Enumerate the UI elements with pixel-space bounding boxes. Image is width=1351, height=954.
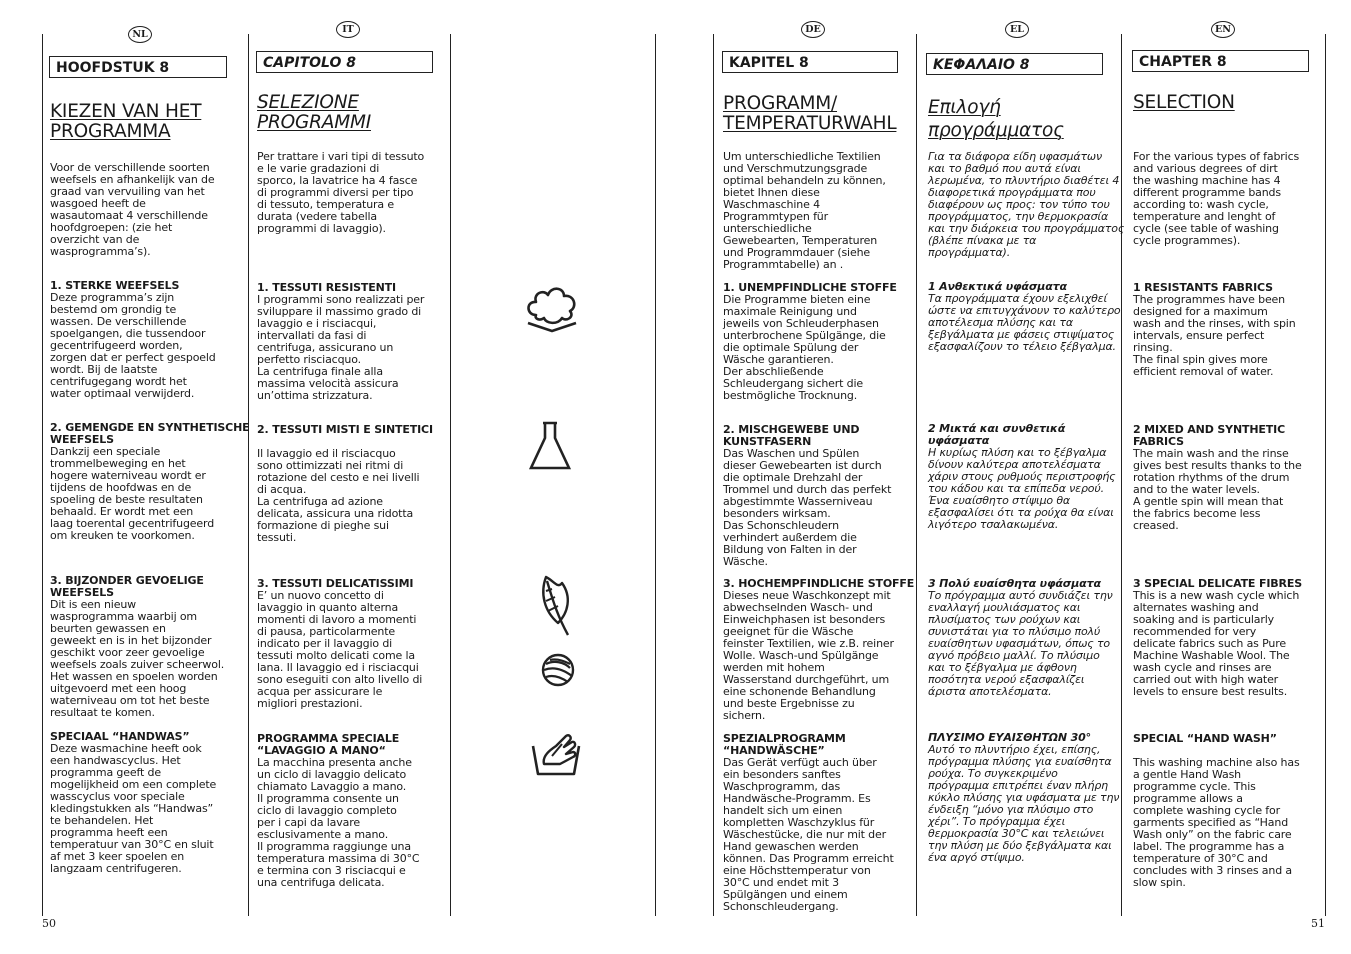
intro-it: Per trattare i vari tipi di tessuto e le varie gradazioni di sporco, la lavatrice ha 4 fasce di programmi diversi per tipo di tessuto, temperatura e durata (vedere tabella programmi di lavaggio).	[257, 150, 425, 235]
section-text: This is a new wash cycle which alternates washing and soaking and is particularly recommended for very delicate fabrics such as Pure Machine Washable Wool. The wash cycle and rinses are carried out with high water levels to ensure best results.	[1133, 589, 1300, 698]
section-2-el	[928, 423, 1116, 531]
section-2-de	[723, 424, 891, 568]
section-heading: SPEZIALPROGRAMM “HANDWÄSCHE”	[723, 732, 846, 757]
section-title-it: SELEZIONE PROGRAMMI	[257, 92, 371, 133]
section-heading: 2. GEMENGDE EN SYNTHETISCHE WEEFSELS	[50, 421, 250, 446]
chapter-label-el: ΚΕΦΑΛΑΙΟ 8	[926, 53, 1103, 75]
section-heading: 2 Μικτά και συνθετικά υφάσματα	[928, 422, 1066, 447]
section-3-el	[928, 578, 1113, 698]
chapter-label-de: KAPITEL 8	[722, 51, 898, 73]
section-heading: 3. BIJZONDER GEVOELIGE WEEFSELS	[50, 574, 204, 599]
section-1-nl	[50, 280, 216, 400]
section-heading: 3 SPECIAL DELICATE FIBRES	[1133, 577, 1302, 590]
section-text: Il lavaggio ed il risciacquo sono ottimizzati nei ritmi di rotazione del cesto e nei livelli di acqua. La centrifuga ad azione delicata, assicura una ridotta formazione di pieghe sui tessuti.	[257, 447, 420, 544]
section-text: Deze wasmachine heeft ook een handwascyclus. Het programma geeft de mogelijkheid om een complete wasscyclus voor speciale kledingstukken als “Handwas” te behandelen. Het programma heeft een temperatuur van 30°C en sluit af met 3 keer spoelen en langzaam centrifugeren.	[50, 742, 217, 875]
section-text: Dit is een nieuw wasprogramma waarbij om beurten gewassen en geweekt en is in het bijzonder geschikt voor zeer gevoelige weefsels zoals zuiver scheerwol. Het wassen en spoelen worden uitgevoerd met een hoog waterniveau om tot het beste resultaat te komen.	[50, 598, 225, 719]
section-heading: SPECIAL “HAND WASH”	[1133, 732, 1277, 745]
section-text: Das Waschen und Spülen dieser Gewebearten ist durch die optimale Drehzahl der Trommel und durch das perfekt abgestimmte Wasserniveau besonders wirksam. Das Schonschleudern verhindert außerdem die Bildung von Falten in der Wäsche.	[723, 447, 892, 568]
section-4-de	[723, 733, 894, 913]
section-4-en	[1133, 733, 1300, 889]
section-2-en	[1133, 424, 1302, 532]
section-text: Η κυρίως πλύση και το ξέβγαλμα δίνουν καλύτερα αποτελέσματα χάριν στους ρυθμούς περιστροφής του κάδου και τα επίπεδα νερού. Ένα ευαίσθητο στίψιμο θα εξασφαλίσει ότι τα ρούχα θα είναι λιγότερο τσαλακωμένα.	[928, 446, 1116, 531]
rule	[1325, 34, 1326, 916]
section-heading: 2. MISCHGEWEBE UND KUNSTFASERN	[723, 423, 860, 448]
page-number-left: 50	[42, 917, 56, 930]
cotton-icon	[524, 281, 580, 335]
section-3-de	[723, 578, 914, 722]
section-heading: ΠΛΥΣΙΜΟ ΕΥΑΙΣΘΗΤΩΝ 30°	[928, 731, 1091, 744]
chapter-label-en: CHAPTER 8	[1132, 50, 1309, 72]
section-title-el: Επιλογή προγράμματος	[928, 97, 1064, 141]
section-heading: 2 MIXED AND SYNTHETIC FABRICS	[1133, 423, 1285, 448]
section-text: The main wash and the rinse gives best results thanks to the rotation rhythms of the drum and to the water levels. A gentle spin will mean that the fabrics become less creased.	[1133, 447, 1302, 532]
hand-wash-icon	[530, 730, 582, 778]
section-text: Dieses neue Waschkonzept mit abwechselnden Wasch- und Einweichphasen ist besonders geeignet für die Wäsche feinster Textilien, wie z.B. reiner Wolle. Wasch-und Spülgänge werden mit hohem Wasserstand durchgeführt, um eine schonende Behandlung und beste Ergebnisse zu sichern.	[723, 589, 894, 722]
wool-icon	[540, 652, 576, 688]
section-1-en	[1133, 282, 1296, 378]
section-3-en	[1133, 578, 1302, 698]
section-text: E’ un nuovo concetto di lavaggio in quanto alterna momenti di lavoro a momenti di pausa, particolarmente indicato per il lavaggio di tessuti molto delicati come la lana. Il lavaggio ed i risciacqui sono eseguiti con alto livello di acqua per assicurare le migliori prestazioni.	[257, 589, 423, 710]
rule	[713, 34, 714, 916]
section-text: This washing machine also has a gentle Hand Wash programme cycle. This programme allows a complete washing cycle for garments specified as “Hand Wash only” on the fabric care label. The programme has a temperature of 30°C and concludes with 3 rinses and a slow spin.	[1133, 756, 1300, 889]
section-4-el	[928, 732, 1119, 864]
section-4-nl	[50, 731, 216, 875]
section-heading: 3. TESSUTI DELICATISSIMI	[257, 577, 414, 590]
section-1-de	[723, 282, 897, 402]
chapter-label-it: CAPITOLO 8	[256, 51, 433, 73]
section-text: I programmi sono realizzati per sviluppare il massimo grado di lavaggio e i risciacqui, intervallati da fasi di centrifuga, assicurano un perfetto risciacquo. La centrifuga finale alla massima velocità assicura un’ottima strizzatura.	[257, 293, 425, 402]
section-1-it	[257, 282, 424, 402]
rule	[916, 34, 917, 916]
section-text: La macchina presenta anche un ciclo di lavaggio delicato chiamato Lavaggio a mano. Il programma consente un ciclo di lavaggio completo per i capi da lavare esclusivamente a mano. Il programma raggiunge una temperatura massima di 30°C e termina con 3 risciacqui e una centrifuga delicata.	[257, 756, 420, 889]
section-1-el	[928, 281, 1121, 353]
section-text: Αυτό το πλυντήριο έχει, επίσης, πρόγραμμα πλύσης για ευαίσθητα ρούχα. Το συγκεκριμένο πρόγραμμα επιτρέπει έναν πλήρη κύκλο πλύσης για υφάσματα με την ένδειξη “μόνο για πλύσιμο στο χέρι”. Το πρόγραμμα έχει θερμοκρασία 30°C και τελειώνει την πλύση με δύο ξεβγάλματα και ένα αργό στίψιμο.	[928, 743, 1120, 864]
rule	[450, 34, 451, 916]
lang-badge-en: EN	[1211, 21, 1235, 38]
lang-badge-nl: NL	[128, 26, 152, 43]
section-4-it	[257, 733, 419, 889]
lang-badge-it: IT	[336, 21, 360, 38]
section-heading: SPECIAAL “HANDWAS”	[50, 730, 190, 743]
section-2-it	[257, 424, 433, 544]
intro-nl: Voor de verschillende soorten weefsels en afhankelijk van de graad van vervuiling van het wasgoed heeft de wasautomaat 4 verschillende hoofdgroepen: (zie het overzicht van de wasprogramma’s).	[50, 161, 215, 258]
section-heading: PROGRAMMA SPECIALE “LAVAGGIO A MANO“	[257, 732, 400, 757]
lang-badge-de: DE	[801, 21, 825, 38]
section-text: The programmes have been designed for a maximum wash and the rinses, with spin intervals, ensure perfect rinsing. The final spin gives more efficient removal of water.	[1133, 293, 1296, 378]
section-text: Das Gerät verfügt auch über ein besonders sanftes Waschprogramm, das Handwäsche-Programm. Es handelt sich um einen kompletten Waschzyklus für Wäschestücke, die nur mit der Hand gewaschen werden können. Das Programm erreicht eine Höchsttemperatur von 30°C und endet mit 3 Spülgängen und einem Schonschleudergang.	[723, 756, 894, 913]
intro-en: For the various types of fabrics and various degrees of dirt the washing machine has 4 different programme bands according to: wash cycle, temperature and lenght of cycle (see table of washing cycle programmes).	[1133, 150, 1300, 247]
intro-el: Για τα διάφορα είδη υφασμάτων και το βαθμό που αυτά είναι λερωμένα, το πλυντήριο διαθέτει 4 διαφορετικά προγράμματα που διαφέρουν ως προς: τον τύπο του προγράμματος, την θερμοκρασία και την διάρκεια του προγράμματος (βλέπε πίνακα με τα προγράμματα).	[928, 150, 1125, 259]
section-heading: 1. TESSUTI RESISTENTI	[257, 281, 396, 294]
section-text: Deze programma’s zijn bestemd om grondig te wassen. De verschillende spoelgangen, die tussendoor gecentrifugeerd worden, zorgen dat er perfect gespoeld wordt. Bij de laatste centrifugegang wordt het water optimaal verwijderd.	[50, 291, 216, 400]
section-title-nl: KIEZEN VAN HET PROGRAMMA	[50, 101, 202, 142]
section-2-nl	[50, 422, 250, 542]
feather-icon	[538, 573, 576, 639]
section-heading: 1 RESISTANTS FABRICS	[1133, 281, 1273, 294]
section-title-de: PROGRAMM/ TEMPERATURWAHL	[723, 93, 897, 134]
section-heading: 1 Ανθεκτικά υφάσματα	[928, 280, 1067, 293]
section-heading: 3 Πολύ ευαίσθητα υφάσματα	[928, 577, 1101, 590]
section-heading: 1. STERKE WEEFSELS	[50, 279, 180, 292]
section-3-nl	[50, 575, 224, 719]
intro-de: Um unterschiedliche Textilien und Verschmutzungsgrade optimal behandeln zu können, bietet Ihnen diese Waschmaschine 4 Programmtypen für unterschiedliche Gewebearten, Temperaturen und Programmdauer (siehe Programmtabelle) an .	[723, 150, 886, 271]
section-3-it	[257, 578, 422, 710]
section-heading: 1. UNEMPFINDLICHE STOFFE	[723, 281, 897, 294]
page-number-right: 51	[1311, 917, 1325, 930]
chapter-label-nl: HOOFDSTUK 8	[49, 56, 227, 78]
rule	[42, 34, 43, 916]
section-text: Die Programme bieten eine maximale Reinigung und jeweils von Schleuderphasen unterbrochene Spülgänge, die die optimale Spülung der Wäsche garantieren. Der abschließende Schleudergang sichert die bestmögliche Trocknung.	[723, 293, 886, 402]
section-text: Το πρόγραμμα αυτό συνδιάζει την εναλλαγή μουλιάσματος και πλυσίματος των ρούχων και συνιστάται για το πλύσιμο πολύ ευαίσθητων υφασμάτων, όπως το αγνό πρόβειο μαλλί. Το πλύσιμο και το ξέβγαλμα με άφθονη ποσότητα νερού εξασφαλίζει άριστα αποτελέσματα.	[928, 589, 1113, 698]
section-heading: 2. TESSUTI MISTI E SINTETICI	[257, 423, 433, 436]
section-title-en: SELECTION	[1133, 92, 1235, 113]
lang-badge-el: EL	[1005, 21, 1029, 38]
section-text: Dankzij een speciale trommelbeweging en het hogere waterniveau wordt er tijdens de hoofdwas en de spoeling de beste resultaten behaald. Er wordt met een laag toerental gecentrifugeerd om kreuken te voorkomen.	[50, 445, 215, 542]
section-text: Τα προγράμματα έχουν εξελιχθεί ώστε να επιτυγχάνουν το καλύτερο αποτέλεσμα πλύσης και τα ξεβγάλματα με φάσεις στιψίματος εξασφαλίζουν το τέλειο ξέβγαλμα.	[928, 292, 1121, 353]
flask-icon	[527, 420, 573, 472]
section-heading: 3. HOCHEMPFINDLICHE STOFFE	[723, 577, 915, 590]
rule	[655, 34, 656, 916]
